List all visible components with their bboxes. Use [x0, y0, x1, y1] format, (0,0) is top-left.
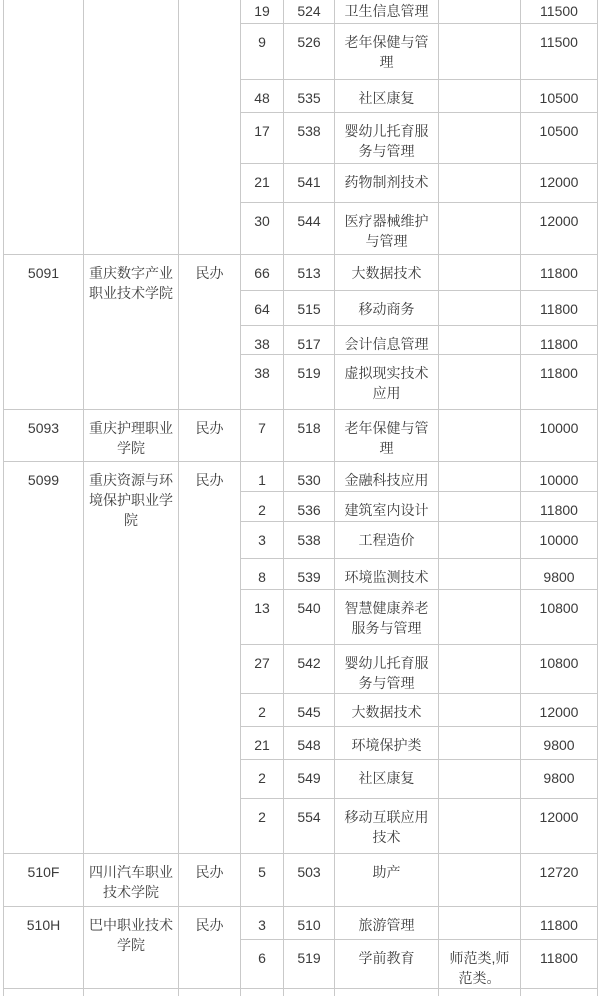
note-cell: [439, 906, 521, 939]
note-cell: [439, 112, 521, 163]
school-section: [4, 254, 598, 409]
note-cell: [439, 726, 521, 759]
admissions-table: [3, 0, 598, 996]
table-row: [4, 0, 598, 23]
school-type-cell: 民办: [179, 409, 241, 461]
count-cell: 38: [241, 325, 284, 354]
school-name-cell: 重庆资源与环境保护职业学院: [84, 461, 179, 853]
major-code-cell: 554: [284, 798, 335, 853]
major-name-cell: 旅游管理: [335, 906, 439, 939]
major-code-cell: 526: [284, 23, 335, 79]
major-name-cell: 建筑室内设计: [335, 491, 439, 521]
count-cell: 30: [241, 202, 284, 254]
major-code-cell: 540: [284, 589, 335, 644]
major-name-cell: [335, 988, 439, 996]
note-cell: [439, 693, 521, 726]
major-name-cell: 工程造价: [335, 521, 439, 558]
school-section: [4, 853, 598, 906]
tuition-cell: 12000: [521, 798, 598, 853]
tuition-cell: 11800: [521, 290, 598, 325]
note-cell: [439, 354, 521, 409]
major-code-cell: 519: [284, 354, 335, 409]
school-code-cell: 5093: [4, 409, 84, 461]
note-cell: [439, 521, 521, 558]
tuition-cell: 11500: [521, 23, 598, 79]
major-code-cell: 539: [284, 558, 335, 589]
note-cell: [439, 202, 521, 254]
school-code-cell: [4, 0, 84, 254]
tuition-cell: 11500: [521, 0, 598, 23]
tuition-cell: 11800: [521, 254, 598, 290]
note-cell: [439, 0, 521, 23]
count-cell: 3: [241, 521, 284, 558]
major-code-cell: 510: [284, 906, 335, 939]
count-cell: 38: [241, 354, 284, 409]
school-type-cell: 民办: [179, 254, 241, 409]
count-cell: 8: [241, 558, 284, 589]
count-cell: 13: [241, 589, 284, 644]
note-cell: [439, 491, 521, 521]
table-row: [4, 906, 598, 939]
count-cell: 48: [241, 79, 284, 112]
school-type-cell: [179, 0, 241, 254]
note-cell: [439, 644, 521, 693]
major-name-cell: 卫生信息管理: [335, 0, 439, 23]
school-code-cell: 5091: [4, 254, 84, 409]
school-section: [4, 461, 598, 853]
note-cell: 师范类,师范类。: [439, 939, 521, 988]
tuition-cell: 10800: [521, 589, 598, 644]
tuition-cell: 9800: [521, 726, 598, 759]
major-name-cell: 婴幼儿托育服务与管理: [335, 112, 439, 163]
count-cell: 2: [241, 693, 284, 726]
tuition-cell: 12000: [521, 693, 598, 726]
school-code-cell: [4, 988, 84, 996]
note-cell: [439, 290, 521, 325]
tuition-cell: 11800: [521, 491, 598, 521]
note-cell: [439, 23, 521, 79]
major-name-cell: 药物制剂技术: [335, 163, 439, 202]
table-row: [4, 254, 598, 290]
tuition-cell: 12000: [521, 163, 598, 202]
major-code-cell: 519: [284, 939, 335, 988]
major-name-cell: 虚拟现实技术应用: [335, 354, 439, 409]
major-code-cell: [284, 988, 335, 996]
count-cell: 2: [241, 491, 284, 521]
tuition-cell: 10000: [521, 461, 598, 491]
count-cell: 17: [241, 112, 284, 163]
tuition-cell: 11800: [521, 354, 598, 409]
school-section: [4, 409, 598, 461]
major-name-cell: 学前教育: [335, 939, 439, 988]
note-cell: [439, 409, 521, 461]
note-cell: [439, 163, 521, 202]
tuition-cell: 11800: [521, 906, 598, 939]
tuition-cell: 11800: [521, 325, 598, 354]
count-cell: 6: [241, 939, 284, 988]
major-code-cell: 542: [284, 644, 335, 693]
major-code-cell: 536: [284, 491, 335, 521]
tuition-cell: 10000: [521, 409, 598, 461]
major-name-cell: 环境保护类: [335, 726, 439, 759]
major-name-cell: 婴幼儿托育服务与管理: [335, 644, 439, 693]
tuition-cell: 9800: [521, 759, 598, 798]
major-code-cell: 538: [284, 521, 335, 558]
school-section: [4, 988, 598, 996]
tuition-cell: 12720: [521, 853, 598, 906]
major-name-cell: 会计信息管理: [335, 325, 439, 354]
major-code-cell: 503: [284, 853, 335, 906]
note-cell: [439, 325, 521, 354]
major-code-cell: 518: [284, 409, 335, 461]
school-name-cell: [84, 988, 179, 996]
note-cell: [439, 461, 521, 491]
tuition-cell: 11800: [521, 939, 598, 988]
major-code-cell: 541: [284, 163, 335, 202]
tuition-cell: 10500: [521, 112, 598, 163]
note-cell: [439, 558, 521, 589]
major-name-cell: 社区康复: [335, 759, 439, 798]
school-code-cell: 510H: [4, 906, 84, 988]
school-name-cell: 巴中职业技术学院: [84, 906, 179, 988]
table-row: [4, 409, 598, 461]
count-cell: 5: [241, 853, 284, 906]
school-type-cell: [179, 988, 241, 996]
major-name-cell: 老年保健与管理: [335, 23, 439, 79]
major-name-cell: 移动互联应用技术: [335, 798, 439, 853]
count-cell: 21: [241, 163, 284, 202]
table-row: [4, 461, 598, 491]
major-name-cell: 智慧健康养老服务与管理: [335, 589, 439, 644]
count-cell: 64: [241, 290, 284, 325]
major-code-cell: 513: [284, 254, 335, 290]
note-cell: [439, 79, 521, 112]
tuition-cell: 10500: [521, 79, 598, 112]
tuition-cell: 12000: [521, 202, 598, 254]
tuition-cell: [521, 988, 598, 996]
major-code-cell: 545: [284, 693, 335, 726]
count-cell: 27: [241, 644, 284, 693]
major-name-cell: 环境监测技术: [335, 558, 439, 589]
major-name-cell: 医疗器械维护与管理: [335, 202, 439, 254]
count-cell: 2: [241, 798, 284, 853]
major-code-cell: 524: [284, 0, 335, 23]
school-type-cell: 民办: [179, 906, 241, 988]
school-name-cell: 重庆护理职业学院: [84, 409, 179, 461]
major-name-cell: 移动商务: [335, 290, 439, 325]
count-cell: 3: [241, 906, 284, 939]
note-cell: [439, 988, 521, 996]
major-code-cell: 517: [284, 325, 335, 354]
table-row: [4, 853, 598, 906]
major-code-cell: 549: [284, 759, 335, 798]
note-cell: [439, 254, 521, 290]
school-name-cell: [84, 0, 179, 254]
school-name-cell: 四川汽车职业技术学院: [84, 853, 179, 906]
note-cell: [439, 853, 521, 906]
school-section: [4, 0, 598, 254]
count-cell: 1: [241, 461, 284, 491]
major-name-cell: 大数据技术: [335, 693, 439, 726]
major-code-cell: 535: [284, 79, 335, 112]
school-name-cell: 重庆数字产业职业技术学院: [84, 254, 179, 409]
major-code-cell: 515: [284, 290, 335, 325]
school-type-cell: 民办: [179, 853, 241, 906]
major-name-cell: 金融科技应用: [335, 461, 439, 491]
count-cell: 21: [241, 726, 284, 759]
count-cell: 2: [241, 759, 284, 798]
school-type-cell: 民办: [179, 461, 241, 853]
count-cell: 19: [241, 0, 284, 23]
tuition-cell: 10800: [521, 644, 598, 693]
major-name-cell: 老年保健与管理: [335, 409, 439, 461]
note-cell: [439, 759, 521, 798]
table-row: [4, 988, 598, 996]
count-cell: 66: [241, 254, 284, 290]
major-code-cell: 530: [284, 461, 335, 491]
major-code-cell: 538: [284, 112, 335, 163]
count-cell: 7: [241, 409, 284, 461]
major-code-cell: 544: [284, 202, 335, 254]
major-name-cell: 助产: [335, 853, 439, 906]
major-name-cell: 大数据技术: [335, 254, 439, 290]
tuition-cell: 9800: [521, 558, 598, 589]
note-cell: [439, 798, 521, 853]
count-cell: 9: [241, 23, 284, 79]
tuition-cell: 10000: [521, 521, 598, 558]
school-section: [4, 906, 598, 988]
school-code-cell: 5099: [4, 461, 84, 853]
note-cell: [439, 589, 521, 644]
count-cell: [241, 988, 284, 996]
major-name-cell: 社区康复: [335, 79, 439, 112]
school-code-cell: 510F: [4, 853, 84, 906]
major-code-cell: 548: [284, 726, 335, 759]
